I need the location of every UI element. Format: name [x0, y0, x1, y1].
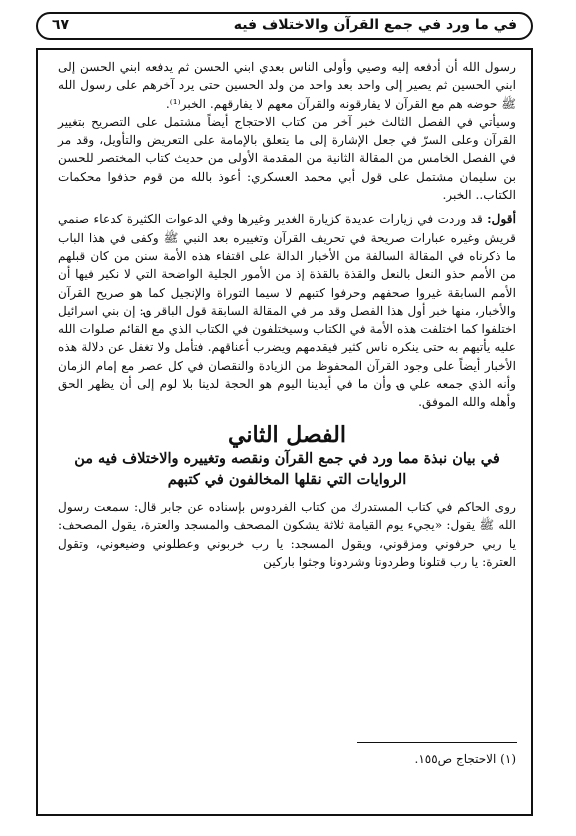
chapter-subtitle: في بيان نبذة مما ورد في جمع القرآن ونقصه وتغييره والاختلاف فيه من الروايات التي نقلها المخالفون في كتبهم: [74, 449, 500, 488]
body-paragraph: روى الحاكم في كتاب المستدرك من كتاب الفردوس بإسناده عن جابر قال: سمعت رسول الله ﷺ يقول: «يجيء يوم القيامة ثلاثة يشكون المصحف والمسجد والعترة، يقول المصحف: يا ربي حرفوني ومزقوني، ويقول المسجد: يا رب خربوني وعطلوني وضيعوني، وتقول العترة: يا رب قتلونا وطردونا وشردونا وجثوا باركين: [58, 499, 516, 569]
aqool-lead: أقول:: [487, 212, 516, 227]
chapter-title: الفصل الثاني: [228, 421, 346, 448]
aqool-paragraph: [58, 210, 516, 411]
body-paragraph: وسيأتي في الفصل الثالث خبر آخر من كتاب الاحتجاج أيضاً مشتمل على التصريح بتغيير القرآن وعلى السرّ في جعل الإشارة إلى ما يتعلق بالإمامة على التعريض والتأويل، وقد مر في الفصل الخامس من المقالة الثانية من المقدمة الأولى من حديث كتاب المختصر للحسن بن سليمان مشتمل على قول أبي محمد العسكري: أعوذ بالله من قوم حذفوا محكمات الكتاب.. الخبر.: [58, 114, 516, 203]
footnote-separator: [357, 742, 517, 743]
page-body: [58, 58, 516, 571]
footnote: (١) الاحتجاج ص١٥٥.: [414, 752, 516, 766]
body-paragraph: رسول الله أن أدفعه إليه وصيي وأولى الناس بعدي ابني الحسن ثم يدفعه ابني الحسن إلى ابني الحسين ثم يصير إلى واحد بعد واحد من ولد الحسين حتى يرد آخرهم على رسول الله ﷺ حوضه هم مع القرآن لا يفارقونه والقرآن معهم لا يفارقهم. الخبر⁽¹⁾.: [58, 60, 516, 111]
running-header-title: في ما ورد في جمع القرآن والاختلاف فيه: [233, 17, 517, 33]
page-number: ٦٧: [52, 17, 70, 33]
running-header: [36, 12, 533, 40]
aqool-text: قد وردت في زيارات عديدة كزيارة الغدير وغيرها وفي الدعوات الكثيرة كدعاء صنمي قريش وغيره عبارات صريحة في تحريف القرآن وتغييره بعد النبي ﷺ وكفى في هذا الباب ما ذكرناه في المقالة السالفة من الأخبار الدالة على اقتفاء هذه الأمة سنن من كان قبلهم من الأمم حذو النعل بالنعل والقذة بالقذة إذ من الأمور الجلية الواضحة التي لا نكير فيها أن الأمم السابقة غيروا صحفهم وحرفوا كتبهم لا سيما التوراة والإنجيل كما هو صريح القرآن والأخبار، منها خبر أول هذا الفصل وقد مر في المقالة السابقة قول الباقر ؈: إن بني اسرائيل اختلفوا كما اختلفت هذه الأمة في الكتاب وسيختلفون في الكتاب الذي مع القائم صلوات الله عليه يأتيهم به حتى ينكره ناس كثير فيقدمهم ويضرب أعناقهم. فتأمل ولا تغفل عن دلالة هذه الأخبار أيضاً على وجود القرآن المحفوظ من الزيادة والنقصان في كل عصر مع إمام الزمان وأنه الذي جمعه علي ؈ وأن ما في أيدينا اليوم هو الحجة لدينا بلا لوم إلى أن يظهر الحق وأهله والله الموفق.: [58, 212, 516, 410]
